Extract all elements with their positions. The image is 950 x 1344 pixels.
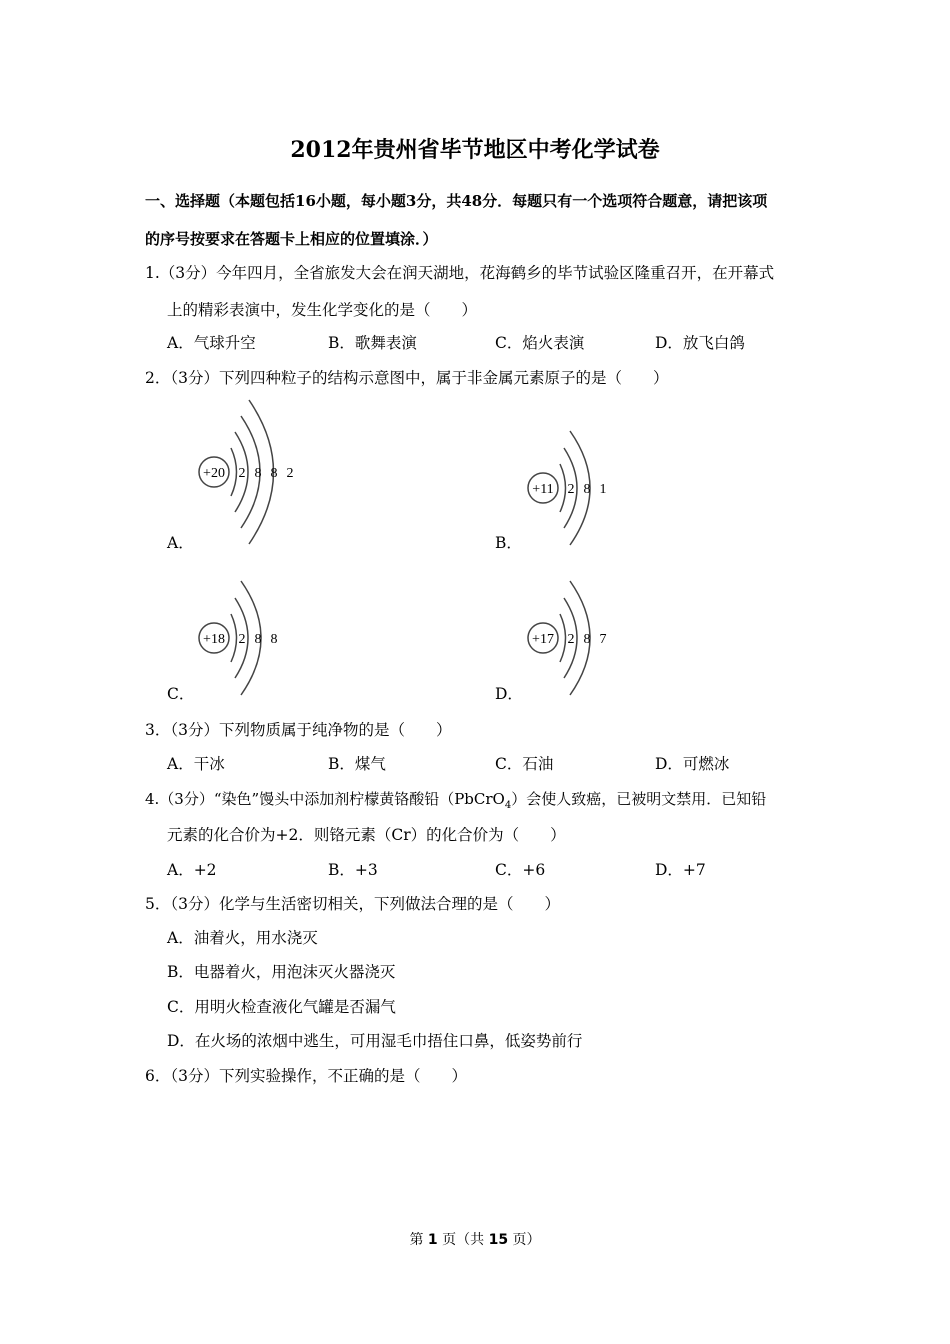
question-1-option-c: C．焰火表演	[495, 334, 585, 352]
question-4-option-d: D．+7	[655, 861, 706, 879]
question-4-line2: 元素的化合价为+2．则铬元素（Cr）的化合价为（ ）	[167, 826, 566, 844]
nucleus-charge: +20	[203, 466, 225, 481]
question-3-option-c: C．石油	[495, 755, 554, 773]
question-1-option-a: A．气球升空	[167, 334, 256, 352]
question-5-option-d: D．在火场的浓烟中逃生，可用湿毛巾捂住口鼻，低姿势前行	[167, 1032, 583, 1050]
footer-suffix: 页）	[512, 1232, 541, 1248]
question-5-option-a: A．油着火，用水浇灭	[167, 929, 318, 947]
question-6-stem: 6．（3分）下列实验操作，不正确的是（ ）	[145, 1067, 467, 1085]
question-4-option-a: A．+2	[167, 861, 217, 879]
question-4-option-b: B．+3	[328, 861, 378, 879]
nucleus-charge: +11	[532, 482, 554, 497]
question-1-option-b: B．歌舞表演	[328, 334, 417, 352]
shell-electron-count: 2	[567, 632, 575, 647]
nucleus-charge: +17	[532, 632, 554, 647]
question-2-stem: 2．（3分）下列四种粒子的结构示意图中，属于非金属元素原子的是（ ）	[145, 369, 669, 387]
question-4-option-c: C．+6	[495, 861, 546, 879]
shell-electron-count: 8	[254, 466, 262, 481]
nucleus-charge: +18	[203, 632, 225, 647]
formula-subscript: 4	[504, 800, 512, 811]
page-footer	[0, 1229, 950, 1249]
section-heading-line2: 的序号按要求在答题卡上相应的位置填涂．）	[145, 230, 438, 248]
question-5-stem: 5．（3分）化学与生活密切相关，下列做法合理的是（ ）	[145, 895, 560, 913]
page-title: 2012年贵州省毕节地区中考化学试卷	[290, 137, 660, 163]
shell-electron-count: 1	[599, 482, 607, 497]
question-3-option-b: B．煤气	[328, 755, 386, 773]
shell-electron-count: 2	[286, 466, 294, 481]
section-heading-line1: 一、选择题（本题包括16小题，每小题3分，共48分．每题只有一个选项符合题意，请把该项	[145, 192, 768, 210]
shell-electron-count: 2	[238, 466, 246, 481]
atom-diagram-c	[195, 578, 285, 700]
question-4-line1-part2: ）会使人致癌，已被明文禁用．已知铅	[511, 790, 767, 808]
electron-shell-arc	[231, 614, 237, 662]
question-4-line1	[145, 788, 766, 811]
question-2-label-c: C．	[167, 685, 195, 703]
shell-electron-count: 8	[254, 632, 262, 647]
question-1-option-d: D．放飞白鸽	[655, 334, 745, 352]
shell-electron-count: 8	[270, 466, 278, 481]
shell-electron-count: 2	[567, 482, 575, 497]
footer-total-pages: 15	[488, 1232, 509, 1248]
question-5-option-b: B．电器着火，用泡沫灭火器浇灭	[167, 963, 396, 981]
shell-electron-count: 8	[583, 482, 591, 497]
atom-diagram-a	[195, 398, 305, 550]
question-3-option-d: D．可燃冰	[655, 755, 730, 773]
electron-shell-arc	[560, 614, 566, 662]
question-2-label-b: B．	[495, 534, 522, 552]
shell-electron-count: 7	[599, 632, 607, 647]
footer-page-number: 1	[427, 1232, 438, 1248]
atom-diagram-b	[524, 428, 614, 550]
electron-shell-arc	[560, 464, 566, 512]
question-1-line2: 上的精彩表演中，发生化学变化的是（ ）	[167, 301, 478, 319]
question-4-line1-part1: 4.（3分）“染色”馒头中添加剂柠檬黄铬酸铅（PbCrO	[145, 790, 505, 808]
shell-electron-count: 8	[270, 632, 278, 647]
shell-electron-count: 8	[583, 632, 591, 647]
footer-middle: 页（共	[442, 1232, 485, 1248]
atom-diagram-d	[524, 578, 614, 700]
question-5-option-c: C．用明火检查液化气罐是否漏气	[167, 998, 396, 1016]
question-3-option-a: A．干冰	[167, 755, 225, 773]
electron-shell-arc	[231, 448, 237, 496]
footer-prefix: 第	[409, 1232, 424, 1248]
question-1-line1: 1.（3分）今年四月，全省旅发大会在润天湖地，花海鹤乡的毕节试验区隆重召开，在开幕式	[145, 264, 775, 282]
question-2-label-a: A．	[167, 534, 194, 552]
shell-electron-count: 2	[238, 632, 246, 647]
question-3-stem: 3．（3分）下列物质属于纯净物的是（ ）	[145, 721, 452, 739]
question-2-label-d: D．	[495, 685, 523, 703]
